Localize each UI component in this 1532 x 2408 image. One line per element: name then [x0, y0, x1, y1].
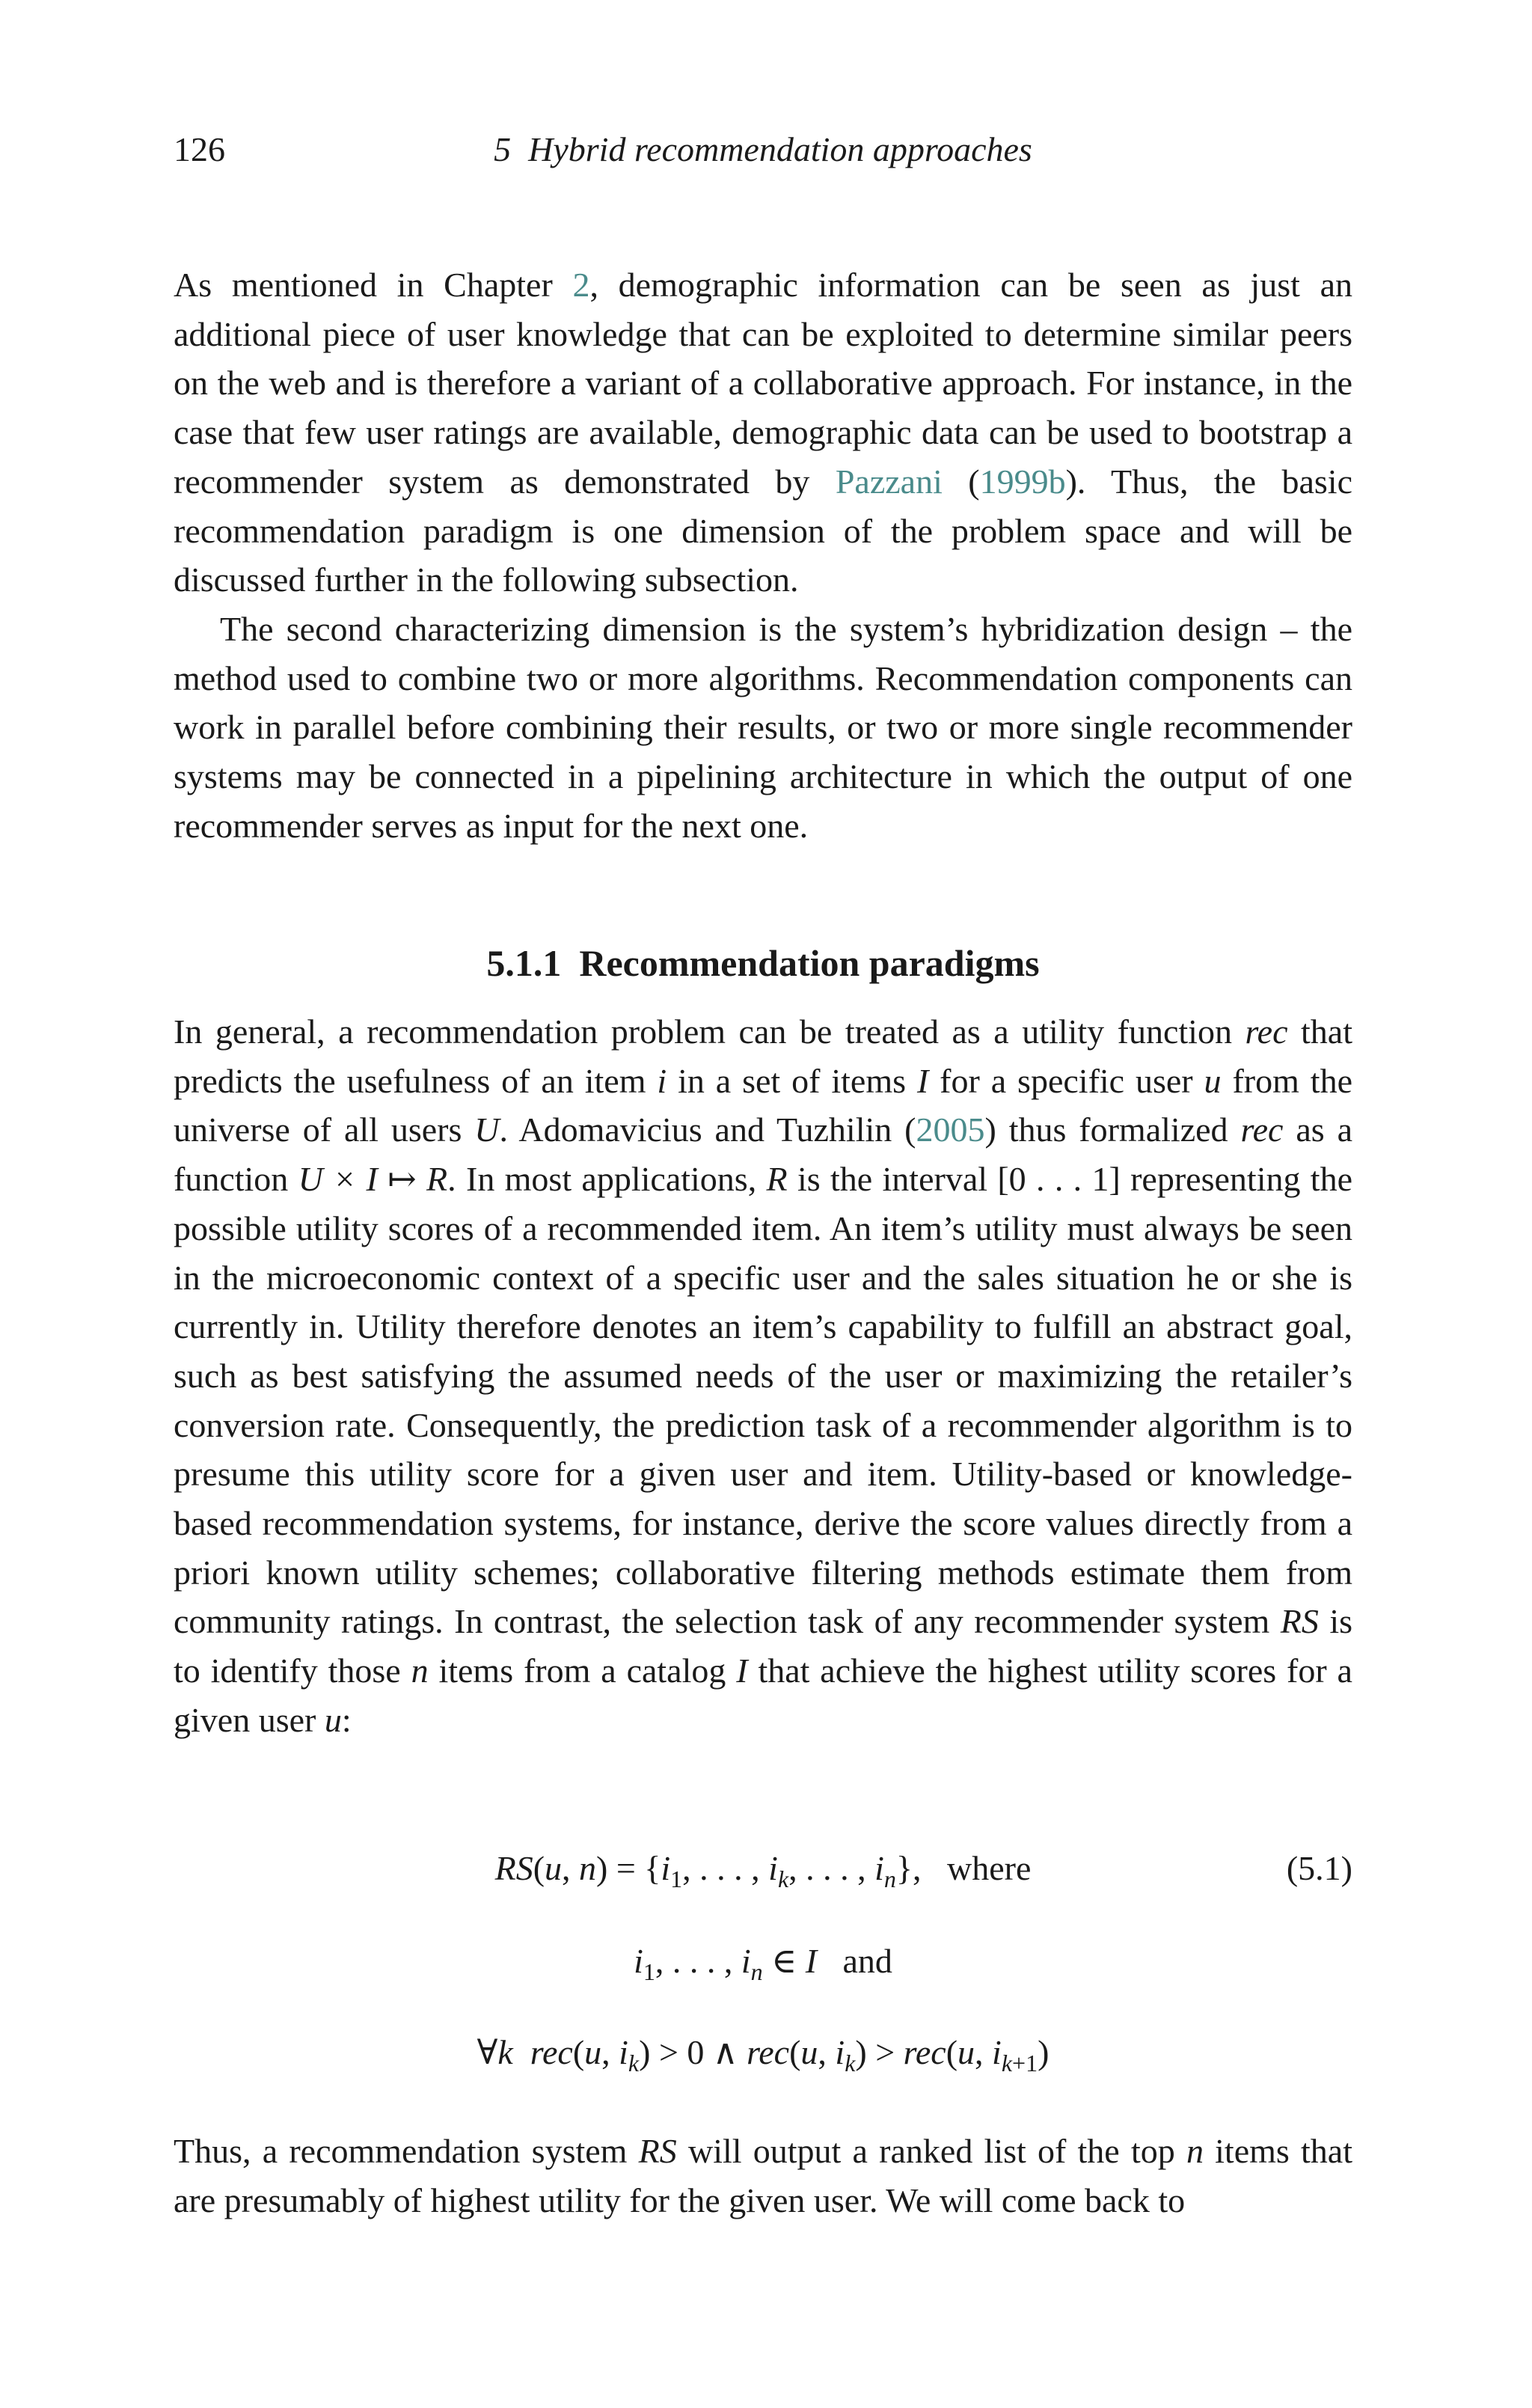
section-number: 5.1.1 [486, 942, 562, 984]
paragraph-ranked-list: Thus, a recommendation system RS will output a ranked list of the top n items that are presumably of highest utility for the given user. We will come back to [174, 2132, 1353, 2219]
intro-text-block [174, 260, 1352, 850]
equation-line-1 [174, 1842, 1352, 1895]
equation-ranking-condition: ∀k rec(u, $i_k) > 0$ ∧ rec(u, $i_k) > rec(u$, $i_{k+1}$) [477, 2033, 1050, 2077]
paragraph-hybridization-design: The second characterizing dimension is the system’s hybridization design – the method used to combine two or more algorithms. Recommendation components can work in parallel before combining their results, or two or more single recommender systems may be connected in a pipelining architecture in which the output of one recommender serves as input for the next one. [174, 609, 1352, 845]
equation-where: where [947, 1849, 1032, 1887]
running-title [174, 127, 1352, 172]
paragraph-demographic: As mentioned in Chapter 2, demographic information can be seen as just an additional piece of user knowledge that can be exploited to determine similar peers on the web and is therefore a variant of a collaborative approach. For instance, in the case that few user ratings are available, demographic data can be used to bootstrap a recommender system as demonstrated by Pazzani (1999b). Thus, the basic recommendation paradigm is one dimension of the problem space and will be discussed further in the following subsection. [174, 266, 1353, 599]
equation-number: (5.1) [1286, 1849, 1352, 1887]
running-head [174, 127, 1352, 172]
closing-text-block [174, 2127, 1352, 2225]
equation-line-2 [174, 1935, 1352, 1987]
page-number: 126 [174, 130, 225, 168]
inline-formula: U × I ↦ R [298, 1160, 448, 1199]
section-heading [174, 937, 1352, 989]
chapter-number: 5 [494, 130, 512, 168]
equation-rs-definition: RS(u, $n) = \{i_1$, . . . , $i_k$, . . . , $i_n$}, where [494, 1849, 1032, 1892]
paradigms-text-block [174, 1007, 1352, 1745]
chapter-link[interactable]: 2 [572, 266, 590, 304]
chapter-title: Hybrid recommendation approaches [528, 130, 1032, 168]
citation-link-2005[interactable]: 2005 [916, 1110, 985, 1149]
section-title: Recommendation paradigms [579, 942, 1040, 984]
equation-membership: $i_1$, . . . , $i_n$ ∈ I and [634, 1942, 892, 1985]
citation-link-pazzani[interactable]: Pazzani [835, 462, 943, 501]
equation-and: and [842, 1942, 892, 1980]
equation-line-3 [174, 2026, 1352, 2079]
paragraph-utility-function: In general, a recommendation problem can be treated as a utility function rec that predicts the usefulness of an item i in a set of items I for a specific user u from the universe of all users U. Adomavicius and Tuzhilin (2005) thus formalized rec as a function U × I ↦ R. In most applications, R is the interval [0 . . . 1] representing the possible utility scores of a recommended item. An item’s utility must always be seen in the microeconomic context of a specific user and the sales situation he or she is currently in. Utility therefore denotes an item’s capability to fulfill an abstract goal, such as best satisfying the assumed needs of the user or maximizing the retailer’s conversion rate. Consequently, the prediction task of a recommender algorithm is to presume this utility score for a given user and item. Utility-based or knowledge-based recommendation systems, for instance, derive the score values directly from a priori known utility schemes; collaborative filtering methods estimate them from community ratings. In contrast, the selection task of any recommender system RS is to identify those n items from a catalog I that achieve the highest utility scores for a given user u: [174, 1012, 1353, 1739]
citation-link-1999b[interactable]: 1999b [979, 462, 1066, 501]
